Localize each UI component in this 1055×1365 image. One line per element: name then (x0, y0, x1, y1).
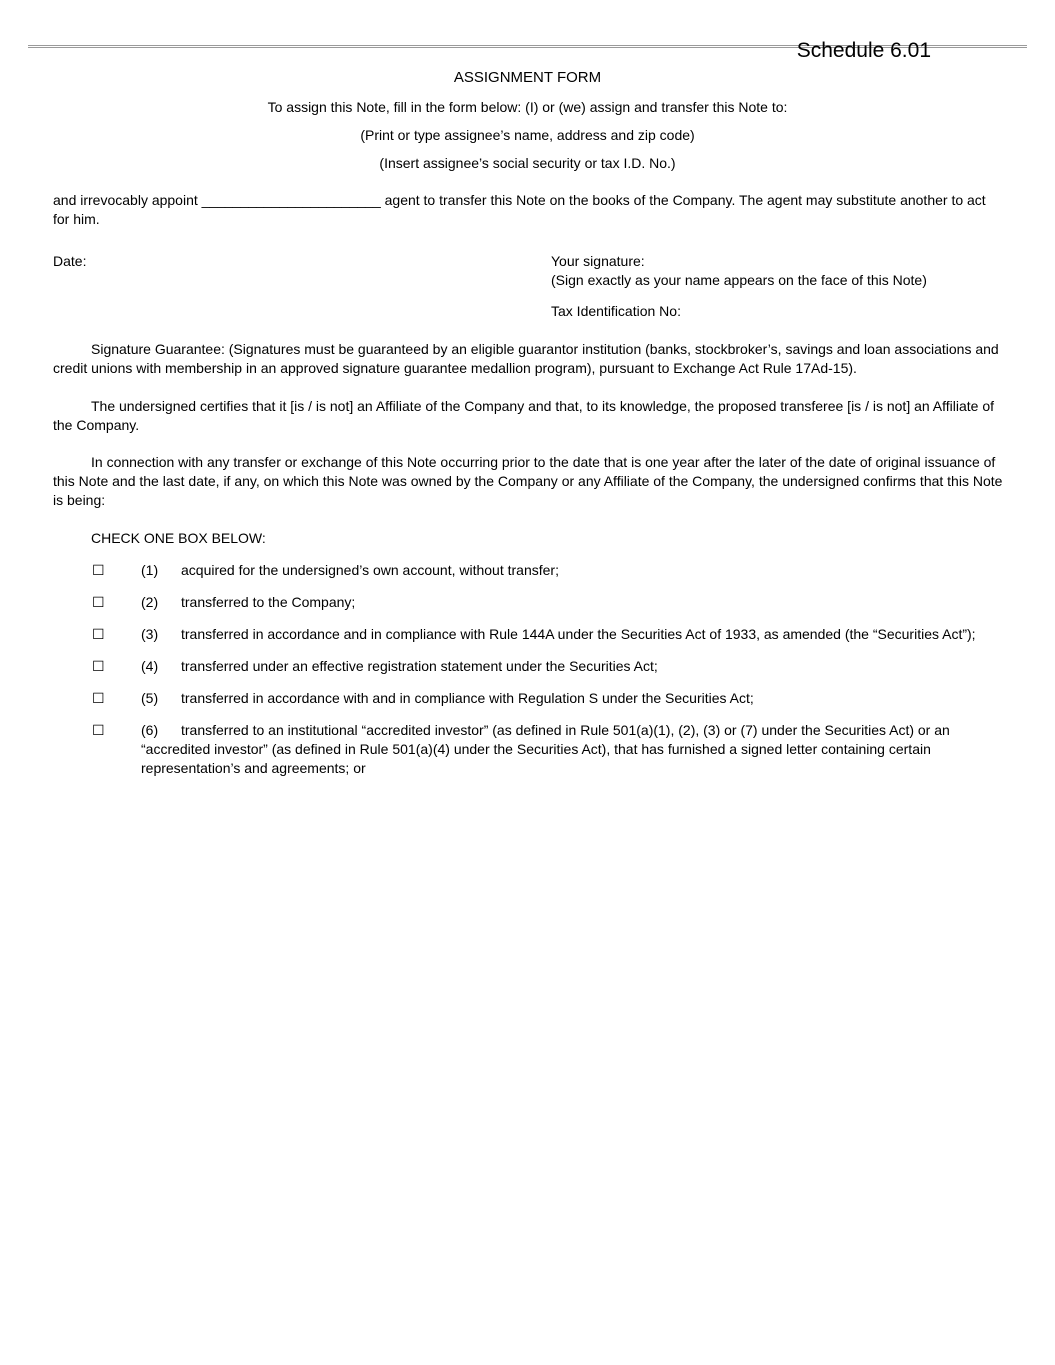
transfer-confirmation-text: In connection with any transfer or exchange of this Note occurring prior to the date that is one year after the later of the date of original issuance of this Note and the last date, if any, on which this Note was owned by the Company or any Affiliate of the Company, the undersigned confirms that this Note is being: (53, 454, 1003, 508)
option-3-text: transferred in accordance and in compliance with Rule 144A under the Securities Act of 1933, as amended (the “Securities Act”); (181, 626, 976, 642)
signature-hint: (Sign exactly as your name appears on the face of this Note) (551, 272, 927, 288)
signature-guarantee-text: Signature Guarantee: (Signatures must be guaranteed by an eligible guarantor institution (banks, stockbroker’s, savings and loan associations and credit unions with membership in an approved signature guarantee medallion program), pursuant to Exchange Act Rule 17Ad-15). (53, 341, 999, 376)
option-1-number: (1) (141, 562, 159, 578)
schedule-label: Schedule 6.01 (796, 39, 931, 62)
option-2-text: transferred to the Company; (181, 594, 356, 610)
option-5-text: transferred in accordance with and in compliance with Regulation S under the Securities Act; (181, 690, 754, 706)
option-1-text: acquired for the undersigned’s own account, without transfer; (181, 562, 559, 578)
tax-id-label: Tax Identification No: (551, 303, 681, 319)
appoint-agent-text: and irrevocably appoint _______________________ agent to transfer this Note on the books of the Company. The agent may substitute another to act for him. (53, 192, 986, 227)
signature-label: Your signature: (551, 253, 645, 269)
check-one-heading: CHECK ONE BOX BELOW: (91, 530, 266, 546)
option-4-text: transferred under an effective registration statement under the Securities Act; (181, 658, 658, 674)
affiliate-certification-text: The undersigned certifies that it [is / is not] an Affiliate of the Company and that, to its knowledge, the proposed transferee [is / is not] an Affiliate of the Company. (53, 398, 995, 433)
option-1-checkbox[interactable]: ☐ (92, 562, 105, 578)
assignee-name-hint: (Print or type assignee’s name, address and zip code) (360, 127, 695, 143)
option-5-checkbox[interactable]: ☐ (92, 690, 105, 706)
intro-text: To assign this Note, fill in the form below: (I) or (we) assign and transfer this Note to: (267, 99, 788, 115)
option-3-number: (3) (141, 626, 159, 642)
option-2-number: (2) (141, 594, 159, 610)
option-4-number: (4) (141, 658, 159, 674)
form-title: ASSIGNMENT FORM (453, 69, 602, 86)
option-5-number: (5) (141, 690, 159, 706)
option-2-checkbox[interactable]: ☐ (92, 594, 105, 610)
option-6-text: transferred to an institutional “accredited investor” (as defined in Rule 501(a)(1), (2), (3) or (7) under the Securities Act) or an “accredited investor” (as defined in Rule 501(a)(4) under the Securities Act), that has furnished a signed letter containing certain representation’s and agreements; or (141, 722, 950, 776)
option-6-number: (6) (141, 722, 159, 738)
assignee-tax-hint: (Insert assignee’s social security or tax I.D. No.) (379, 155, 676, 171)
option-3-checkbox[interactable]: ☐ (92, 626, 105, 642)
option-6-checkbox[interactable]: ☐ (92, 722, 105, 738)
signature-block (551, 252, 927, 290)
date-label: Date: (53, 253, 87, 269)
option-4-checkbox[interactable]: ☐ (92, 658, 105, 674)
